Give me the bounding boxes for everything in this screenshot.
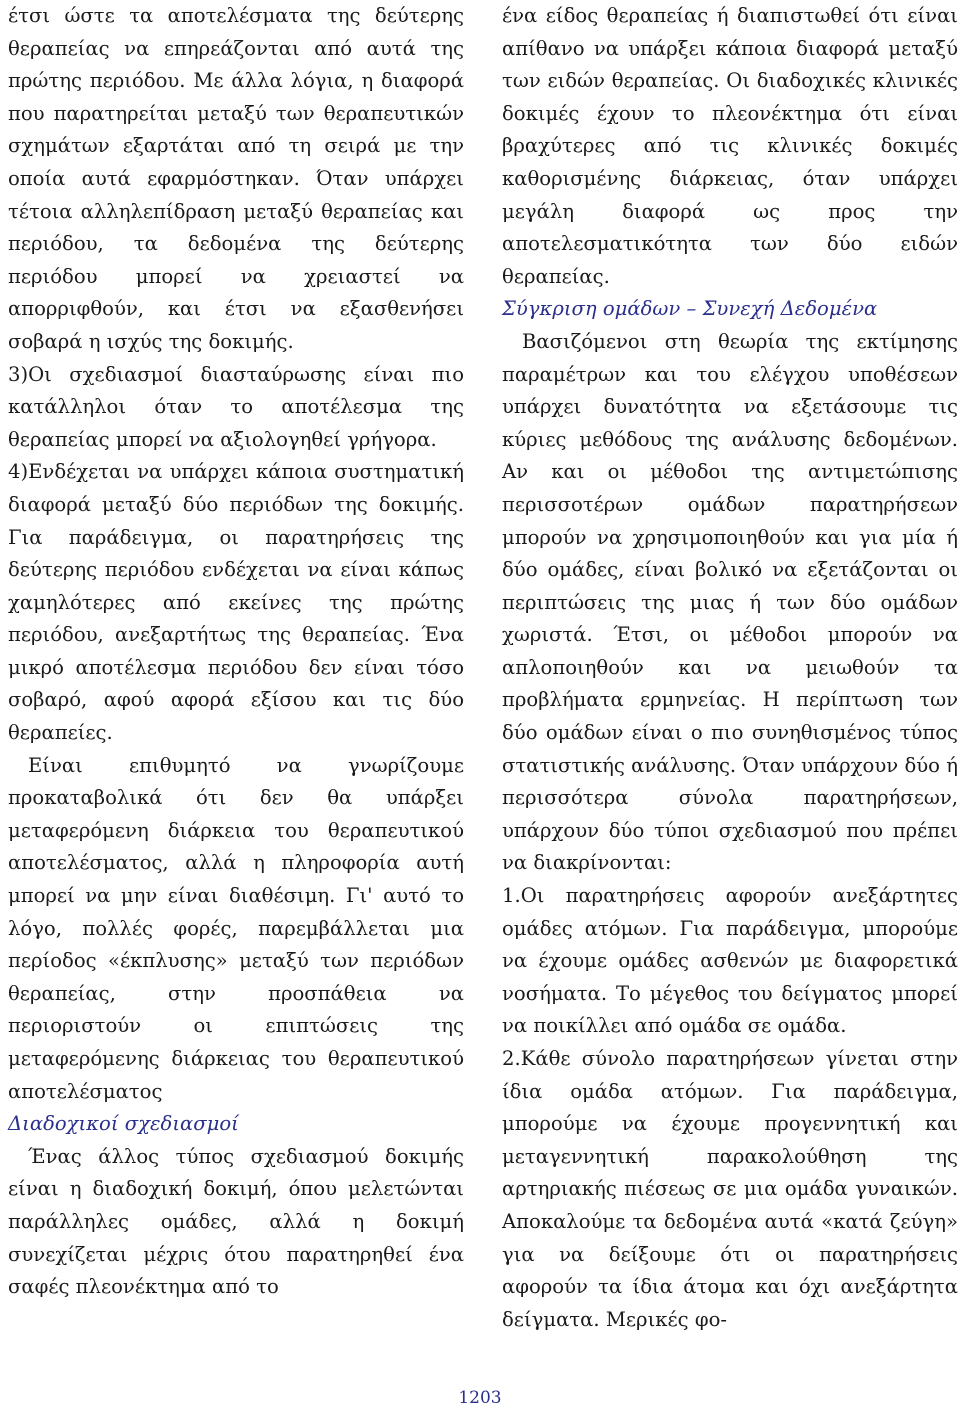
paragraph-washout: Είναι επιθυμητό να γνωρίζουμε προκαταβολικά ότι δεν θα υπάρξει μεταφερόμενη διάρκεια του θεραπευτικού αποτελέσματος, αλλά η πληροφορία αυτή μπορεί να μην είναι διαθέσιμη. Γι' αυτό το λόγο, πολλές φορές, παρεμβάλλεται μια περίοδος «έκπλυσης» μεταξύ των περιόδων θεραπείας, στην προσπάθεια να περιοριστούν οι επιπτώσεις της μεταφερόμενης διάρκειας του θεραπευτικού αποτελέσματος (8, 753, 464, 1103)
left-column (8, 0, 464, 1304)
heading-group-comparison: Σύγκριση ομάδων – Συνεχή Δεδομένα (502, 297, 878, 321)
list-item-3: 3)Οι σχεδιασμοί διασταύρωσης είναι πιο κατάλληλοι όταν το αποτέλεσμα της θεραπείας μπορεί να αξιολογηθεί γρήγορα. (8, 362, 464, 451)
paragraph-sequential-trial: Ένας άλλος τύπος σχεδιασμού δοκιμής είναι η διαδοχική δοκιμή, όπου μελετώνται παράλληλες ομάδες, αλλά η δοκιμή συνεχίζεται μέχρις ότου παρατηρηθεί ένα σαφές πλεονέκτημα από το (8, 1144, 464, 1299)
right-column (502, 0, 958, 1336)
list-item-4: 4)Ενδέχεται να υπάρχει κάποια συστηματική διαφορά μεταξύ δύο περιόδων της δοκιμής. Για παράδειγμα, οι παρατηρήσεις της δεύτερης περιόδου ενδέχεται να είναι κάπως χαμηλότερες από εκείνες της πρώτης περιόδου, ανεξαρτήτως της θεραπείας. Ένα μικρό αποτέλεσμα περιόδου δεν είναι τόσο σοβαρό, αφού αφορά εξίσου και τις δύο θεραπείες. (8, 460, 464, 745)
page-number: 1203 (458, 1388, 502, 1408)
list-item-1: 1.Οι παρατηρήσεις αφορούν ανεξάρτητες ομάδες ατόμων. Για παράδειγμα, μπορούμε να έχουμε ομάδες ασθενών με διαφορετικά νοσήματα. Το μέγεθος του δείγματος μπορεί να ποικίλλει από ομάδα σε ομάδα. (502, 884, 958, 1038)
paragraph-sequential-advantage: ένα είδος θεραπείας ή διαπιστωθεί ότι είναι απίθανο να υπάρξει κάποια διαφορά μεταξύ των ειδών θεραπείας. Οι διαδοχικές κλινικές δοκιμές έχουν το πλεονέκτημα ότι είναι βραχύτερες από τις κλινικές δοκιμές καθορισμένης διάρκειας, όταν υπάρχει μεγάλη διαφορά ως προς την αποτελεσματικότητα των δύο ειδών θεραπείας. (502, 4, 958, 288)
heading-sequential-designs: Διαδοχικοί σχεδιασμοί (8, 1112, 239, 1136)
paragraph-estimation-theory: Βασιζόμενοι στη θεωρία της εκτίμησης παραμέτρων και του ελέγχου υποθέσεων υπάρχει δυνατότητα να εξετάσουμε τις κύριες μεθόδους της ανάλυσης δεδομένων. Αν και οι μέθοδοι της αντιμετώπισης περισσοτέρων ομάδων παρατηρήσεων μπορούν να χρησιμοποιηθούν και για μία ή δύο ομάδες, είναι βολικό να εξετάζονται οι περιπτώσεις της μιας ή των δύο ομάδων χωριστά. Έτσι, οι μέθοδοι μπορούν να απλοποιηθούν και να μειωθούν τα προβλήματα ερμηνείας. Η περίπτωση των δύο ομάδων είναι ο πιο συνηθισμένος τύπος στατιστικής ανάλυσης. Όταν υπάρχουν δύο ή περισσότερα σύνολα παρατηρήσεων, υπάρχουν δύο τύποι σχεδιασμού που πρέπει να διακρίνονται: (502, 329, 958, 875)
list-item-2: 2.Κάθε σύνολο παρατηρήσεων γίνεται στην ίδια ομάδα ατόμων. Για παράδειγμα, μπορούμε να έχουμε προγεννητική και μεταγεννητική παρακολούθηση της αρτηριακής πιέσεως σε μια ομάδα γυναικών. Αποκαλούμε τα δεδομένα αυτά «κατά ζεύγη» για να δείξουμε ότι οι παρατηρήσεις αφορούν τα ίδια άτομα και όχι ανεξάρτητα δείγματα. Μερικές φο- (502, 1047, 958, 1331)
paragraph-crossover-interaction: έτσι ώστε τα αποτελέσματα της δεύτερης θεραπείας να επηρεάζονται από αυτά της πρώτης περιόδου. Με άλλα λόγια, η διαφορά που παρατηρείται μεταξύ των θεραπευτικών σχημάτων εξαρτάται από τη σειρά με την οποία αυτά εφαρμόστηκαν. Όταν υπάρχει τέτοια αλληλεπίδραση μεταξύ θεραπείας και περιόδου, τα δεδομένα της δεύτερης περιόδου μπορεί να χρειαστεί να απορριφθούν, και έτσι να εξασθενήσει σοβαρά η ισχύς της δοκιμής. (8, 4, 464, 353)
